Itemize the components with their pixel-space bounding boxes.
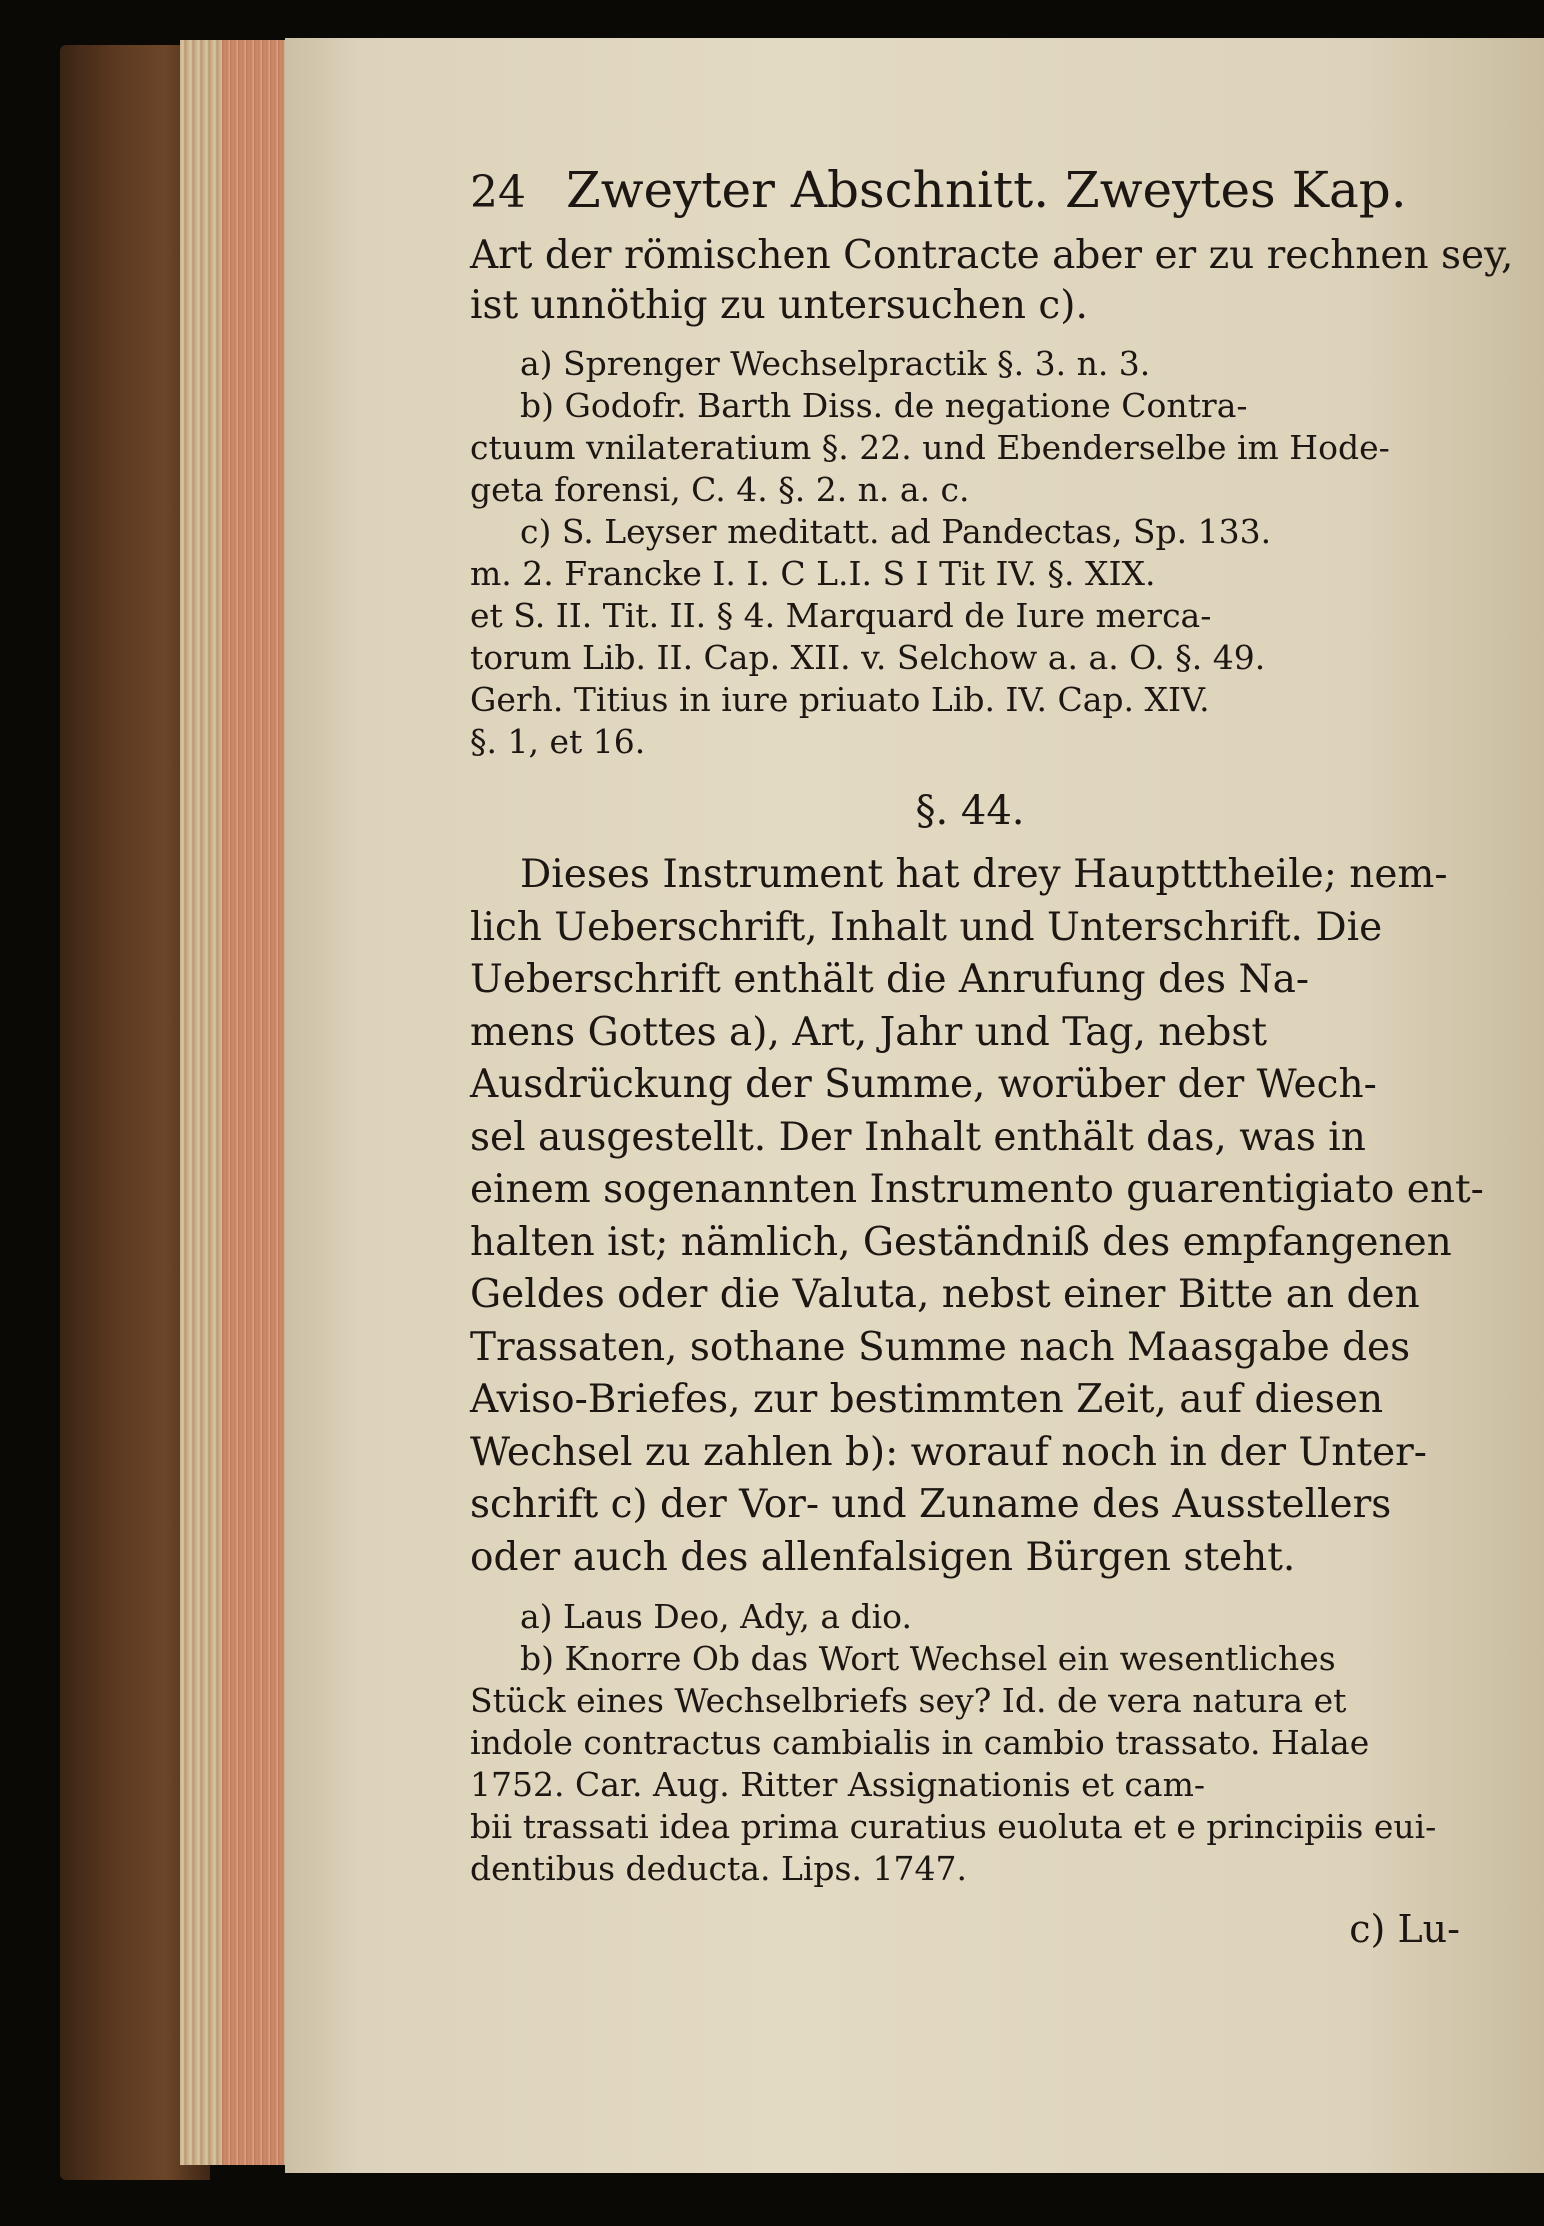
footnote-line: et S. II. Tit. II. § 4. Marquard de Iure merca- xyxy=(470,596,1212,635)
footnote-line: ctuum vnilateratium §. 22. und Ebenderselbe im Hode- xyxy=(470,428,1390,467)
footnote-line: b) Godofr. Barth Diss. de negatione Contra- xyxy=(520,386,1248,425)
paragraph-line: mens Gottes a), Art, Jahr und Tag, nebst xyxy=(470,1009,1268,1055)
running-header xyxy=(470,160,1470,223)
footnote-line: indole contractus cambialis in cambio trassato. Halae xyxy=(470,1723,1370,1762)
footnote-line: dentibus deducta. Lips. 1747. xyxy=(470,1849,967,1888)
footnote-line: Gerh. Titius in iure priuato Lib. IV. Cap. XIV. xyxy=(470,680,1210,719)
paragraph-line: schrift c) der Vor- und Zuname des Ausstellers xyxy=(470,1482,1392,1527)
footnote-line: a) Sprenger Wechselpractik §. 3. n. 3. xyxy=(520,344,1151,383)
footnote-line: bii trassati idea prima curatius euoluta et e principiis eui- xyxy=(470,1807,1437,1846)
main-paragraph xyxy=(470,849,1484,1584)
footnote-line: Stück eines Wechselbriefs sey? Id. de vera natura et xyxy=(470,1681,1347,1720)
footnotes-bottom xyxy=(470,1596,1470,1890)
intro-line: Art der römischen Contracte aber er zu rechnen sey, xyxy=(470,233,1514,278)
red-page-edges xyxy=(222,40,284,2165)
page-text xyxy=(470,160,1514,1954)
paragraph-line: einem sogenannten Instrumento guarentigiato ent- xyxy=(470,1167,1484,1212)
footnote-line: 1752. Car. Aug. Ritter Assignationis et cam- xyxy=(470,1765,1206,1804)
catchword: c) Lu- xyxy=(1349,1907,1460,1951)
footnote-line: §. 1, et 16. xyxy=(470,722,646,761)
footnote-line: geta forensi, C. 4. §. 2. n. a. c. xyxy=(470,470,970,509)
intro-line: ist unnöthig zu untersuchen c). xyxy=(470,283,1088,328)
paragraph-line: Dieses Instrument hat drey Hauptttheile; nem- xyxy=(520,852,1448,897)
paragraph-line: Trassaten, sothane Summe nach Maasgabe des xyxy=(470,1324,1411,1370)
paragraph-line: oder auch des allenfalsigen Bürgen steht. xyxy=(470,1534,1296,1580)
paragraph-line: sel ausgestellt. Der Inhalt enthält das, was in xyxy=(470,1114,1366,1160)
footnote-line: b) Knorre Ob das Wort Wechsel ein wesentliches xyxy=(520,1639,1336,1678)
footnote-line: m. 2. Francke I. I. C L.I. S I Tit IV. §. XIX. xyxy=(470,554,1156,593)
page-number: 24 xyxy=(470,167,526,218)
footnote-line: a) Laus Deo, Ady, a dio. xyxy=(520,1597,912,1636)
section-number: §. 44. xyxy=(915,788,1025,834)
paragraph-line: Ausdrückung der Summe, worüber der Wech- xyxy=(470,1062,1377,1107)
paragraph-line: Ueberschrift enthält die Anrufung des Na- xyxy=(470,957,1310,1002)
paragraph-line: Geldes oder die Valuta, nebst einer Bitte an den xyxy=(470,1272,1420,1317)
footnotes-top xyxy=(470,343,1470,763)
running-title: Zweyter Abschnitt. Zweytes Kap. xyxy=(566,161,1407,219)
intro-text xyxy=(470,231,1514,331)
paragraph-line: lich Ueberschrift, Inhalt und Unterschrift. Die xyxy=(470,904,1383,950)
footnote-line: c) S. Leyser meditatt. ad Pandectas, Sp. 133. xyxy=(520,512,1272,551)
paragraph-line: halten ist; nämlich, Geständniß des empfangenen xyxy=(470,1219,1452,1265)
paragraph-line: Wechsel zu zahlen b): worauf noch in der Unter- xyxy=(470,1429,1427,1475)
paragraph-line: Aviso-Briefes, zur bestimmten Zeit, auf diesen xyxy=(470,1377,1384,1422)
footnote-line: torum Lib. II. Cap. XII. v. Selchow a. a. O. §. 49. xyxy=(470,638,1266,677)
